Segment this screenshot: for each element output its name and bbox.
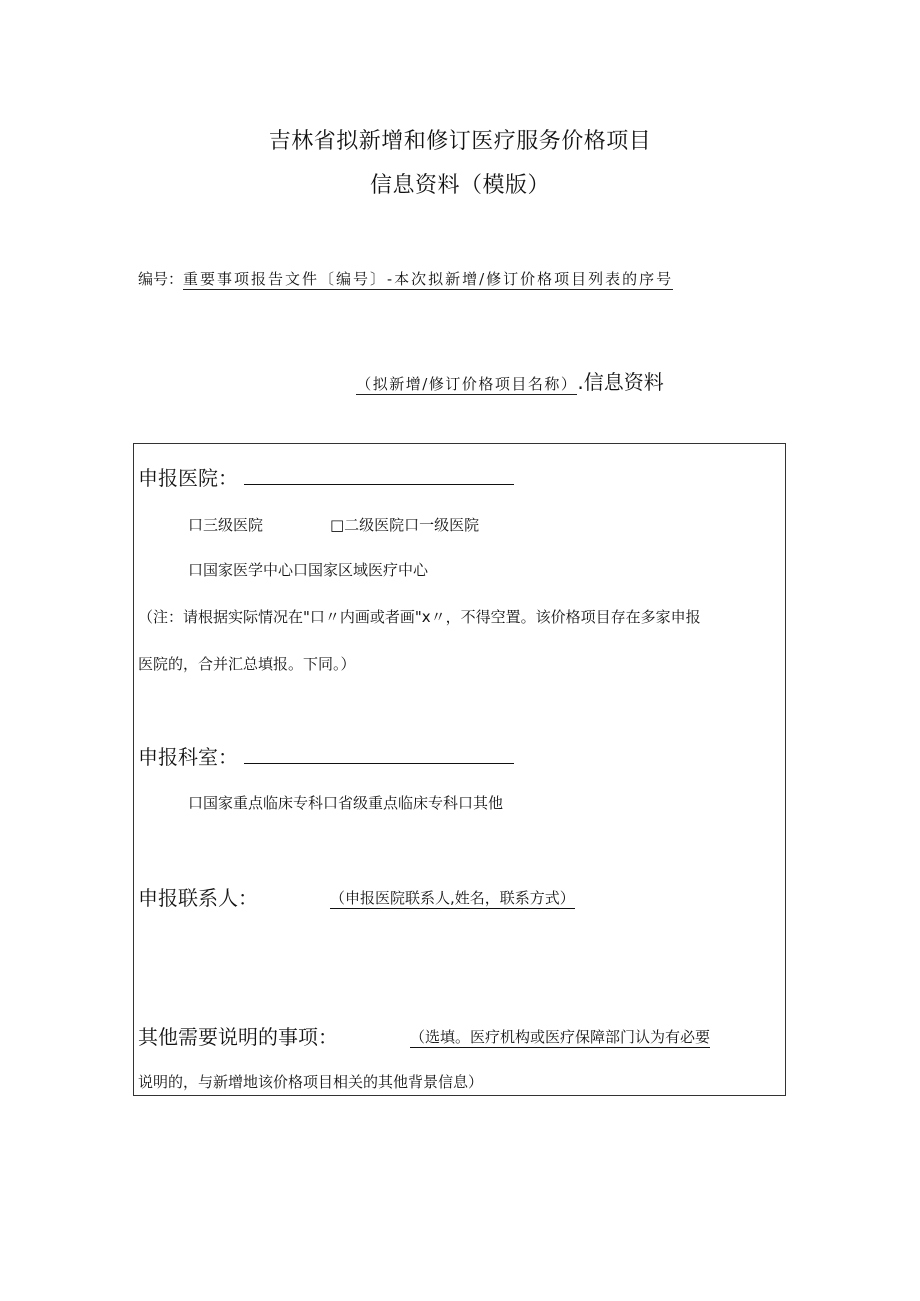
info-form-box	[133, 443, 786, 1096]
document-code-row	[138, 268, 673, 289]
hospital-label: 申报医院：	[138, 466, 238, 490]
department-options[interactable]: 口国家重点临床专科口省级重点临床专科口其他	[188, 794, 504, 812]
contact-hint-text: （申报医院联系人,姓名，联系方式）	[330, 889, 575, 907]
contact-hint[interactable]	[330, 887, 575, 908]
other-hint-line1[interactable]	[410, 1026, 710, 1047]
department-row	[138, 741, 514, 770]
hospital-level-option-2[interactable]: □二级医院口一级医院	[330, 516, 480, 534]
hospital-note-line1: （注：请根据实际情况在"口〃内画或者画"x〃，不得空置。该价格项目存在多家申报	[138, 608, 701, 626]
department-label: 申报科室：	[138, 745, 238, 769]
other-hint-line1-text: （选填。医疗机构或医疗保障部门认为有必要	[410, 1028, 711, 1046]
document-title-line2: 信息资料（模版）	[369, 173, 550, 198]
code-label: 编号：	[138, 270, 184, 288]
hospital-input-blank[interactable]	[244, 464, 514, 485]
document-title-line1: 吉林省拟新增和修订医疗服务价格项目	[268, 129, 652, 154]
department-input-blank[interactable]	[244, 743, 514, 764]
other-label: 其他需要说明的事项：	[138, 1025, 338, 1049]
hospital-note-line2: 医院的，合并汇总填报。下同。）	[138, 655, 356, 673]
hospital-center-options[interactable]: 口国家医学中心口国家区域医疗中心	[188, 561, 429, 579]
hospital-row	[138, 462, 514, 491]
project-name-row	[0, 366, 920, 395]
project-name-hint: （拟新增/修订价格项目名称）	[356, 375, 578, 393]
project-name-suffix: .信息资料	[577, 370, 664, 394]
contact-label: 申报联系人：	[138, 886, 258, 910]
code-value: 重要事项报告文件〔编号〕-本次拟新增/修订价格项目列表的序号	[183, 270, 674, 288]
hospital-level-option-1[interactable]: 口三级医院	[188, 516, 264, 534]
other-hint-line2: 说明的，与新增地该价格项目相关的其他背景信息）	[138, 1073, 484, 1091]
